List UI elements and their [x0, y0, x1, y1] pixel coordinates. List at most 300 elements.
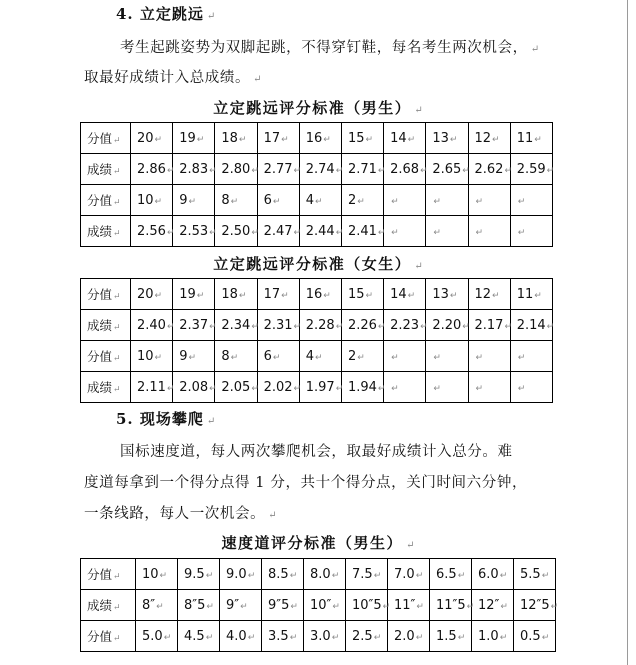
heading-text: 5. 现场攀爬 — [116, 410, 204, 428]
cell-text: 成绩 — [87, 224, 113, 239]
section-heading-long-jump — [116, 3, 215, 24]
cell-text: 2.50 — [221, 223, 251, 239]
table-cell — [257, 154, 302, 185]
heading-text: 4. 立定跳远 — [116, 5, 204, 23]
table-cell — [131, 341, 173, 372]
table-cell — [426, 279, 468, 310]
cell-end-mark: ↵ — [113, 323, 121, 333]
cell-text: 2.68 — [390, 161, 420, 177]
table-cell — [257, 310, 302, 341]
cell-text: 20 — [137, 130, 154, 146]
cell-text: 14 — [390, 286, 407, 302]
cell-end-mark: ↵ — [238, 134, 247, 145]
row-label-cell — [81, 559, 136, 590]
cell-end-mark: ↵ — [357, 196, 365, 207]
table-cell — [173, 123, 215, 154]
cell-text: 2.86 — [137, 161, 166, 177]
cell-text: 分值 — [87, 193, 113, 208]
table-cell — [136, 559, 178, 590]
cell-text: 成绩 — [87, 318, 113, 333]
table-cell — [430, 590, 475, 621]
table-cell — [472, 559, 514, 590]
cell-end-mark: ↵ — [377, 165, 386, 176]
table-cell — [178, 590, 220, 621]
cell-end-mark: ↵ — [159, 570, 168, 581]
cell-text: 8.5 — [268, 566, 289, 582]
table-cell — [341, 310, 386, 341]
cell-text: 2.11 — [137, 379, 166, 395]
cell-end-mark: ↵ — [415, 570, 424, 581]
table-cell — [299, 216, 344, 247]
table-cell — [220, 559, 262, 590]
table-cell — [257, 216, 302, 247]
table-cell — [384, 123, 426, 154]
table-cell — [257, 279, 299, 310]
table-cell — [299, 372, 344, 403]
cell-end-mark: ↵ — [499, 632, 508, 643]
cell-end-mark: ↵ — [315, 196, 323, 207]
row-label-cell — [81, 279, 131, 310]
cell-end-mark: ↵ — [415, 632, 424, 643]
table-cell — [178, 559, 220, 590]
table-cell — [262, 590, 304, 621]
cell-end-mark: ↵ — [541, 632, 550, 643]
table-cell — [262, 621, 304, 652]
cell-end-mark: ↵ — [407, 134, 416, 145]
cell-text: 11 — [516, 286, 534, 302]
cell-end-mark: ↵ — [335, 227, 344, 238]
table-cell — [173, 310, 215, 341]
cell-text: 10″5 — [352, 597, 382, 613]
cell-end-mark: ↵ — [416, 601, 424, 612]
cell-end-mark: ↵ — [323, 134, 331, 145]
cell-end-mark: ↵ — [365, 134, 374, 145]
cell-end-mark: ↵ — [281, 290, 289, 301]
row-label-cell — [81, 590, 136, 621]
table-cell — [131, 372, 173, 403]
table-caption-long-jump-female — [0, 253, 636, 274]
table-caption-speed-male — [0, 532, 636, 553]
cell-text: 成绩 — [87, 380, 113, 395]
table-row — [81, 154, 553, 185]
table-cell — [468, 216, 510, 247]
score-table-long-jump-male — [80, 122, 553, 247]
cell-text: 2.37 — [179, 317, 209, 333]
cell-end-mark: ↵ — [188, 196, 197, 207]
table-cell — [341, 279, 383, 310]
cell-text: 7.0 — [394, 566, 415, 582]
table-cell — [510, 216, 552, 247]
cell-text: 8.0 — [310, 566, 331, 582]
table-cell — [341, 123, 383, 154]
cell-text: 成绩 — [87, 162, 113, 177]
cell-end-mark: ↵ — [407, 290, 416, 301]
table-cell — [173, 185, 215, 216]
table-row — [81, 310, 553, 341]
table-cell — [299, 279, 341, 310]
table-cell — [215, 310, 257, 341]
cell-text: 2.23 — [390, 317, 420, 333]
cell-end-mark: ↵ — [251, 227, 259, 238]
table-cell — [173, 216, 215, 247]
cell-text: 4 — [305, 192, 315, 208]
table-cell — [304, 590, 346, 621]
cell-text: 6.0 — [478, 566, 499, 582]
cell-text: 12 — [474, 286, 492, 302]
cell-text: 分值 — [87, 567, 113, 582]
table-cell — [341, 154, 386, 185]
cell-end-mark: ↵ — [517, 383, 526, 394]
table-cell — [384, 279, 426, 310]
cell-end-mark: ↵ — [373, 632, 382, 643]
paragraph-line — [120, 440, 513, 461]
table-cell — [426, 154, 468, 185]
cell-text: 10 — [137, 192, 154, 208]
cell-text: 2.31 — [263, 317, 293, 333]
paragraph-mark: ↵ — [206, 11, 216, 22]
cell-text: 2.34 — [221, 317, 251, 333]
cell-text: 1.5 — [436, 628, 457, 644]
paragraph-text: 度道每拿到一个得分点得 1 分，共十个得分点，关门时间六分钟， — [84, 475, 528, 491]
cell-text: 18 — [221, 286, 238, 302]
cell-end-mark: ↵ — [517, 352, 526, 363]
cell-text: 4.0 — [226, 628, 247, 644]
cell-end-mark: ↵ — [449, 290, 458, 301]
cell-text: 2.17 — [474, 317, 504, 333]
cell-end-mark: ↵ — [272, 352, 281, 363]
cell-text: 2.20 — [432, 317, 462, 333]
table-cell — [468, 310, 510, 341]
cell-end-mark: ↵ — [113, 292, 121, 302]
cell-end-mark: ↵ — [331, 632, 340, 643]
cell-text: 6 — [263, 192, 272, 208]
cell-text: 分值 — [87, 629, 113, 644]
cell-text: 16 — [305, 286, 323, 302]
cell-text: 2.71 — [347, 161, 377, 177]
cell-end-mark: ↵ — [166, 383, 175, 394]
cell-end-mark: ↵ — [433, 352, 441, 363]
row-label-cell — [81, 621, 136, 652]
score-table-long-jump-female — [80, 278, 553, 403]
cell-end-mark: ↵ — [293, 383, 302, 394]
table-cell — [426, 341, 468, 372]
table-row — [81, 279, 553, 310]
score-table-speed-male — [80, 558, 559, 652]
table-cell — [384, 372, 426, 403]
cell-end-mark: ↵ — [475, 352, 484, 363]
cell-text: 7.5 — [352, 566, 373, 582]
cell-end-mark: ↵ — [205, 632, 214, 643]
row-label-cell — [81, 154, 131, 185]
cell-text: 2.83 — [179, 161, 209, 177]
cell-end-mark: ↵ — [466, 601, 475, 612]
table-row — [81, 621, 556, 652]
cell-end-mark: ↵ — [238, 290, 247, 301]
cell-text: 10 — [142, 566, 159, 582]
table-cell — [472, 590, 514, 621]
table-cell — [384, 154, 426, 185]
table-cell — [173, 154, 215, 185]
table-cell — [304, 621, 346, 652]
cell-end-mark: ↵ — [251, 383, 259, 394]
cell-end-mark: ↵ — [166, 165, 175, 176]
paragraph-mark: ↵ — [414, 105, 423, 116]
cell-end-mark: ↵ — [500, 601, 508, 612]
cell-text: 分值 — [87, 349, 113, 364]
paragraph-text: 一条线路，每人一次机会。 — [84, 506, 266, 522]
cell-end-mark: ↵ — [373, 570, 382, 581]
table-cell — [131, 279, 173, 310]
table-cell — [131, 216, 173, 247]
cell-end-mark: ↵ — [541, 570, 550, 581]
table-cell — [257, 341, 299, 372]
cell-text: 2.14 — [516, 317, 546, 333]
cell-text: 2 — [347, 348, 357, 364]
table-cell — [215, 341, 257, 372]
cell-text: 2.5 — [352, 628, 373, 644]
table-cell — [131, 154, 173, 185]
cell-text: 分值 — [87, 287, 113, 302]
cell-end-mark: ↵ — [113, 229, 121, 239]
cell-end-mark: ↵ — [335, 165, 344, 176]
cell-end-mark: ↵ — [113, 385, 121, 395]
table-cell — [136, 590, 178, 621]
paragraph-text: 考生起跳姿势为双脚起跳，不得穿钉鞋，每名考生两次机会， — [120, 40, 528, 56]
table-cell — [510, 185, 552, 216]
paragraph-line — [84, 471, 527, 492]
cell-end-mark: ↵ — [433, 196, 441, 207]
cell-text: 4 — [305, 348, 315, 364]
cell-text: 2.74 — [305, 161, 335, 177]
table-cell — [346, 621, 388, 652]
cell-end-mark: ↵ — [492, 134, 500, 145]
cell-text: 12 — [474, 130, 492, 146]
table-cell — [468, 341, 510, 372]
cell-end-mark: ↵ — [113, 136, 121, 146]
cell-text: 16 — [305, 130, 323, 146]
table-cell — [426, 310, 468, 341]
cell-end-mark: ↵ — [391, 196, 399, 207]
cell-text: 11″ — [394, 597, 416, 613]
table-row — [81, 123, 553, 154]
row-label-cell — [81, 185, 131, 216]
cell-end-mark: ↵ — [504, 321, 512, 332]
cell-end-mark: ↵ — [154, 134, 163, 145]
cell-end-mark: ↵ — [113, 167, 121, 177]
cell-end-mark: ↵ — [247, 570, 256, 581]
cell-text: 1.94 — [347, 379, 377, 395]
cell-text: 2.62 — [474, 161, 504, 177]
table-cell — [510, 341, 552, 372]
cell-text: 9 — [179, 348, 188, 364]
cell-text: 分值 — [87, 131, 113, 146]
cell-end-mark: ↵ — [230, 352, 239, 363]
table-cell — [341, 341, 383, 372]
table-cell — [131, 185, 173, 216]
cell-end-mark: ↵ — [154, 352, 163, 363]
table-cell — [468, 372, 510, 403]
table-cell — [468, 123, 510, 154]
cell-text: 15 — [347, 130, 365, 146]
cell-text: 2 — [347, 192, 357, 208]
cell-text: 1.97 — [305, 379, 335, 395]
cell-end-mark: ↵ — [365, 290, 374, 301]
paragraph-mark: ↵ — [268, 510, 277, 521]
cell-text: 11″5 — [436, 597, 466, 613]
table-cell — [299, 154, 344, 185]
cell-end-mark: ↵ — [209, 383, 217, 394]
cell-end-mark: ↵ — [377, 227, 386, 238]
table-cell — [341, 372, 386, 403]
cell-text: 2.41 — [347, 223, 377, 239]
table-cell — [510, 310, 555, 341]
cell-end-mark: ↵ — [534, 290, 542, 301]
table-cell — [215, 372, 257, 403]
table-cell — [220, 621, 262, 652]
cell-text: 17 — [263, 286, 281, 302]
table-cell — [257, 372, 302, 403]
cell-text: 18 — [221, 130, 238, 146]
cell-end-mark: ↵ — [209, 165, 217, 176]
paragraph-mark: ↵ — [253, 74, 262, 85]
cell-end-mark: ↵ — [534, 134, 542, 145]
cell-text: 2.56 — [137, 223, 166, 239]
cell-end-mark: ↵ — [391, 352, 399, 363]
cell-end-mark: ↵ — [433, 227, 441, 238]
cell-text: 2.77 — [263, 161, 293, 177]
row-label-cell — [81, 372, 131, 403]
cell-end-mark: ↵ — [247, 632, 256, 643]
cell-end-mark: ↵ — [335, 383, 344, 394]
table-cell — [131, 123, 173, 154]
cell-text: 2.26 — [347, 317, 377, 333]
cell-text: 13 — [432, 286, 449, 302]
cell-end-mark: ↵ — [230, 196, 239, 207]
cell-end-mark: ↵ — [240, 601, 248, 612]
table-cell — [426, 372, 468, 403]
table-cell — [262, 559, 304, 590]
paragraph-mark: ↵ — [530, 44, 540, 55]
cell-end-mark: ↵ — [357, 352, 365, 363]
cell-end-mark: ↵ — [335, 321, 344, 332]
table-cell — [215, 216, 257, 247]
row-label-cell — [81, 310, 131, 341]
cell-text: 8 — [221, 192, 230, 208]
table-row — [81, 559, 556, 590]
table-cell — [384, 185, 426, 216]
table-caption-long-jump-male — [0, 97, 636, 118]
table-row — [81, 216, 553, 247]
table-cell — [468, 279, 510, 310]
table-cell — [341, 216, 386, 247]
cell-end-mark: ↵ — [293, 227, 302, 238]
table-cell — [220, 590, 262, 621]
cell-text: 14 — [390, 130, 407, 146]
cell-text: 9″ — [226, 597, 240, 613]
cell-text: 2.02 — [263, 379, 293, 395]
cell-text: 6.5 — [436, 566, 457, 582]
cell-text: 2.0 — [394, 628, 415, 644]
table-cell — [468, 154, 510, 185]
table-cell — [472, 621, 514, 652]
cell-end-mark: ↵ — [391, 383, 399, 394]
cell-end-mark: ↵ — [293, 321, 302, 332]
cell-end-mark: ↵ — [457, 632, 466, 643]
table-cell — [173, 279, 215, 310]
cell-end-mark: ↵ — [382, 601, 391, 612]
caption-text: 立定跳远评分标准（男生） — [213, 99, 412, 117]
cell-end-mark: ↵ — [166, 321, 175, 332]
cell-end-mark: ↵ — [420, 321, 428, 332]
paragraph-mark: ↵ — [206, 416, 216, 427]
cell-end-mark: ↵ — [433, 383, 441, 394]
cell-text: 19 — [179, 286, 196, 302]
cell-end-mark: ↵ — [462, 321, 470, 332]
table-cell — [510, 154, 555, 185]
cell-text: 5.0 — [142, 628, 163, 644]
table-row — [81, 185, 553, 216]
table-cell — [384, 310, 426, 341]
cell-end-mark: ↵ — [290, 601, 298, 612]
cell-end-mark: ↵ — [462, 165, 470, 176]
table-cell — [299, 310, 344, 341]
cell-text: 11 — [516, 130, 534, 146]
table-cell — [510, 372, 552, 403]
table-cell — [215, 185, 257, 216]
row-label-cell — [81, 123, 131, 154]
paragraph-mark: ↵ — [414, 261, 423, 272]
cell-end-mark: ↵ — [205, 570, 214, 581]
table-cell — [388, 590, 430, 621]
table-cell — [514, 590, 559, 621]
cell-text: 19 — [179, 130, 196, 146]
cell-end-mark: ↵ — [517, 196, 526, 207]
cell-end-mark: ↵ — [550, 601, 559, 612]
cell-end-mark: ↵ — [188, 352, 197, 363]
cell-end-mark: ↵ — [206, 601, 214, 612]
cell-end-mark: ↵ — [475, 227, 484, 238]
table-cell — [346, 590, 391, 621]
paragraph-text: 取最好成绩计入总成绩。 — [84, 70, 251, 86]
cell-text: 4.5 — [184, 628, 205, 644]
cell-end-mark: ↵ — [315, 352, 323, 363]
cell-end-mark: ↵ — [154, 196, 163, 207]
table-cell — [468, 185, 510, 216]
cell-end-mark: ↵ — [546, 165, 555, 176]
cell-end-mark: ↵ — [391, 227, 399, 238]
cell-end-mark: ↵ — [281, 134, 289, 145]
cell-end-mark: ↵ — [449, 134, 458, 145]
cell-end-mark: ↵ — [113, 198, 121, 208]
cell-text: 2.28 — [305, 317, 335, 333]
table-row — [81, 341, 553, 372]
cell-end-mark: ↵ — [475, 196, 484, 207]
table-cell — [388, 559, 430, 590]
table-cell — [426, 123, 468, 154]
cell-text: 8 — [221, 348, 230, 364]
table-cell — [173, 341, 215, 372]
cell-end-mark: ↵ — [499, 570, 508, 581]
cell-end-mark: ↵ — [546, 321, 555, 332]
cell-text: 8″5 — [184, 597, 206, 613]
cell-end-mark: ↵ — [332, 601, 340, 612]
cell-text: 13 — [432, 130, 449, 146]
cell-end-mark: ↵ — [113, 572, 121, 582]
table-cell — [173, 372, 215, 403]
table-cell — [131, 310, 173, 341]
cell-text: 3.0 — [310, 628, 331, 644]
cell-text: 2.44 — [305, 223, 335, 239]
